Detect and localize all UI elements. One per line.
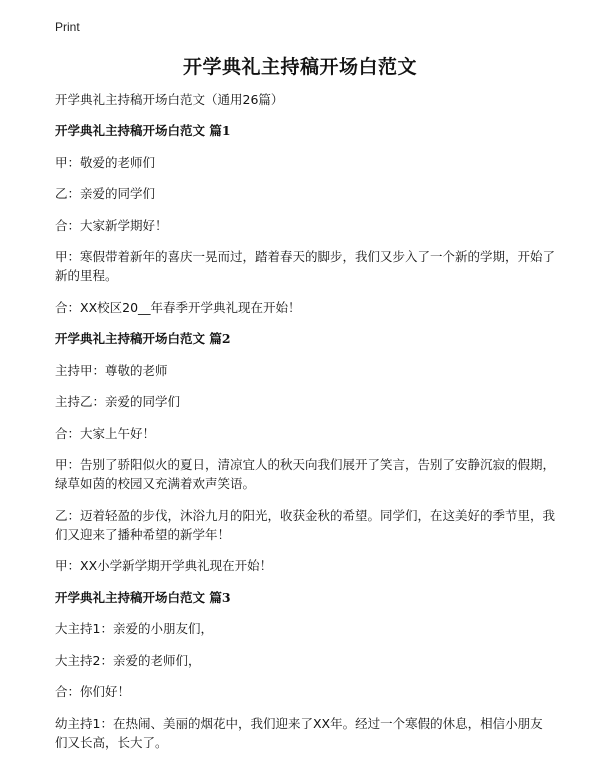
paragraph: 甲：XX小学新学期开学典礼现在开始！: [55, 558, 273, 573]
paragraph: 合：大家上午好！: [55, 425, 156, 441]
paragraph: 甲：告别了骄阳似火的夏日，清凉宜人的秋天向我们展开了笑言，告别了安静沉寂的假期，绿草如茵的校园又充满着欢声笑语。: [55, 457, 556, 491]
section-heading: 开学典礼主持稿开场白范文 篇1: [55, 123, 231, 138]
paragraph: 幼主持1：在热闹、美丽的烟花中，我们迎来了XX年。经过一个寒假的休息，相信小朋友们又长高，长大了。: [55, 715, 543, 750]
paragraph: 大主持2：亲爱的老师们，: [55, 652, 201, 668]
paragraph: 甲：寒假带着新年的喜庆一晃而过，踏着春天的脚步，我们又步入了一个新的学期，开始了新的里程。: [55, 249, 556, 283]
paragraph: 合：大家新学期好！: [55, 217, 168, 233]
document-body: [55, 90, 555, 764]
paragraph: 乙：迈着轻盈的步伐，沐浴九月的阳光，收获金秋的希望。同学们，在这美好的季节里，我们又迎来了播种希望的新学年！: [55, 507, 556, 542]
paragraph: 大主持1：亲爱的小朋友们，: [55, 621, 213, 636]
document-subtitle: 开学典礼主持稿开场白范文（通用26篇）: [55, 92, 284, 107]
paragraph: 甲：敬爱的老师们: [55, 154, 156, 170]
document-title: 开学典礼主持稿开场白范文: [182, 56, 417, 78]
paragraph: 合：你们好！: [55, 684, 131, 699]
paragraph: 乙：亲爱的同学们: [55, 186, 156, 201]
print-label: Print: [55, 20, 80, 34]
section-heading: 开学典礼主持稿开场白范文 篇3: [55, 589, 231, 605]
paragraph: 合：XX校区20__年春季开学典礼现在开始！: [55, 299, 301, 315]
document-blocks: [55, 121, 555, 752]
paragraph: 主持甲：尊敬的老师: [55, 362, 168, 378]
paragraph: 主持乙：亲爱的同学们: [55, 394, 181, 409]
section-heading: 开学典礼主持稿开场白范文 篇2: [55, 331, 231, 346]
